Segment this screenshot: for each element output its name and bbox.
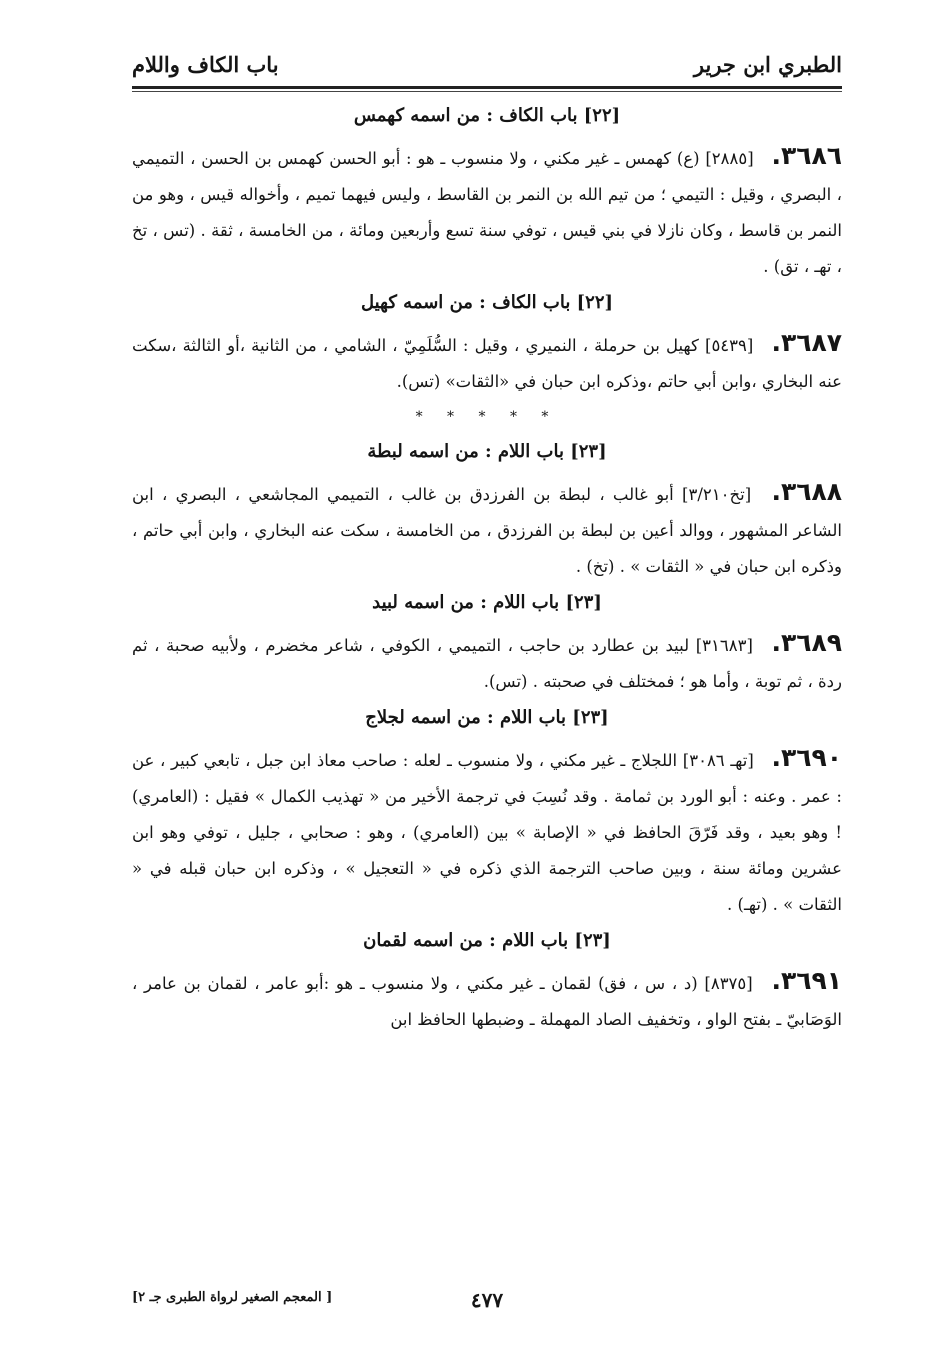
entry-number: ٣٦٩١. xyxy=(771,966,842,995)
section-kuhayl xyxy=(132,291,842,400)
entry-number: ٣٦٨٧. xyxy=(771,328,842,357)
section-heading: [٢٢] باب الكاف : من اسمه كهمس xyxy=(353,105,621,126)
page-footer xyxy=(132,1288,842,1318)
biography-entry xyxy=(132,138,842,285)
entry-text: [٥٤٣٩] كهيل بن حرملة ، النميري ، وقيل : السُّلَمِيّ ، الشامي ، من الثانية ،أو الثالثة ،سكت عنه البخاري ،وابن أبي حاتم ،وذكره ابن حبان في «الثقات» (تس). xyxy=(132,336,842,391)
page-number: ٤٧٧ xyxy=(470,1288,504,1312)
book-reference: [ المعجم الصغير لرواة الطبرى جـ ٢] xyxy=(132,1290,333,1305)
section-lajlaj xyxy=(132,706,842,923)
header-rule xyxy=(132,86,842,89)
biography-entry xyxy=(132,325,842,400)
entry-text: [تخ٣/٢١٠] أبو غالب ، لبطة بن الفرزدق بن غالب ، التميمي المجاشعي ، البصري ، ابن الشاعر المشهور ، ووالد أعين بن لبطة بن الفرزدق ، من الخامسة ، سكت عنه البخاري ، وابن أبي حاتم ، وذكره ابن حبان في « الثقات » . (تخ) . xyxy=(132,485,842,576)
biography-entry xyxy=(132,474,842,585)
section-labid xyxy=(132,591,842,700)
entry-text: [٢٨٨٥] (ع) كهمس ـ غير مكني ، ولا منسوب ـ هو : أبو الحسن كهمس بن الحسن ، التميمي ، البصري ، وقيل : التيمي ؛ من تيم الله بن النمر بن القاسط ، وليس فيهما تميم ، وأخواله قيس ، وهو من النمر بن قاسط ، وكان نازلا في بني قيس ، توفي سنة تسع وأربعين ومائة ، من الخامسة ، ثقة . (تس ، تخ ، تهـ ، تق) . xyxy=(132,149,842,276)
header-rule-thin xyxy=(132,91,842,92)
biography-entry xyxy=(132,625,842,700)
section-luqman xyxy=(132,929,842,1038)
entry-number: ٣٦٨٩. xyxy=(771,628,843,657)
entry-number: ٣٦٩٠. xyxy=(771,743,842,772)
section-divider-stars: * * * * * xyxy=(415,409,559,425)
section-heading: [٢٢] باب الكاف : من اسمه كهيل xyxy=(360,292,614,313)
running-header xyxy=(132,44,842,84)
entry-number: ٣٦٨٦. xyxy=(771,141,842,170)
section-heading: [٢٣] باب اللام : من اسمه لقمان xyxy=(363,930,611,951)
entry-number: ٣٦٨٨. xyxy=(771,477,842,506)
section-heading: [٢٣] باب اللام : من اسمه لجلاج xyxy=(365,707,609,728)
section-heading: [٢٣] باب اللام : من اسمه لبيد xyxy=(372,592,602,613)
book-title: الطبري ابن جرير xyxy=(693,51,842,77)
chapter-title: باب الكاف واللام xyxy=(132,51,279,77)
biography-entry xyxy=(132,963,842,1038)
section-kahmas xyxy=(132,104,842,285)
biography-entry xyxy=(132,740,842,923)
page-body xyxy=(132,98,842,1042)
entry-text: [تهـ ٣٠٨٦] اللجلاج ـ غير مكني ، ولا منسوب ـ لعله : صاحب معاذ ابن جبل ، تابعي كبير ، عن : عمر . وعنه : أبو الورد بن ثمامة . وقد نُسِبَ في ترجمة الأخير من « تهذيب الكمال » فقيل : (العامري) ! وهو بعيد ، وقد فَرّقَ الحافظ في « الإصابة » بين (العامري) ، وهو : صحابي ، جليل ، توفي وهو ابن عشرين ومائة سنة ، وبين صاحب الترجمة الذي ذكره في « التعجيل » ، وذكره ابن حبان قبله في « الثقات » . (تهـ) . xyxy=(132,751,842,914)
entry-text: [٣١٦٨٣] لبيد بن عطارد بن حاجب ، التميمي ، الكوفي ، شاعر مخضرم ، ولأبيه صحبة ، ثم ردة ، ثم توبة ، وأما هو ؛ فمختلف في صحبته . (تس). xyxy=(132,636,842,691)
section-labta xyxy=(132,440,842,585)
entry-text: [٨٣٧٥] (د ، س ، فق) لقمان ـ غير مكني ، ولا منسوب ـ هو :أبو عامر ، لقمان بن عامر ، الوَصَابيّ ـ بفتح الواو ، وتخفيف الصاد المهملة ـ وضبطها الحافظ ابن xyxy=(132,974,842,1029)
section-heading: [٢٣] باب اللام : من اسمه لبطة xyxy=(367,441,607,462)
